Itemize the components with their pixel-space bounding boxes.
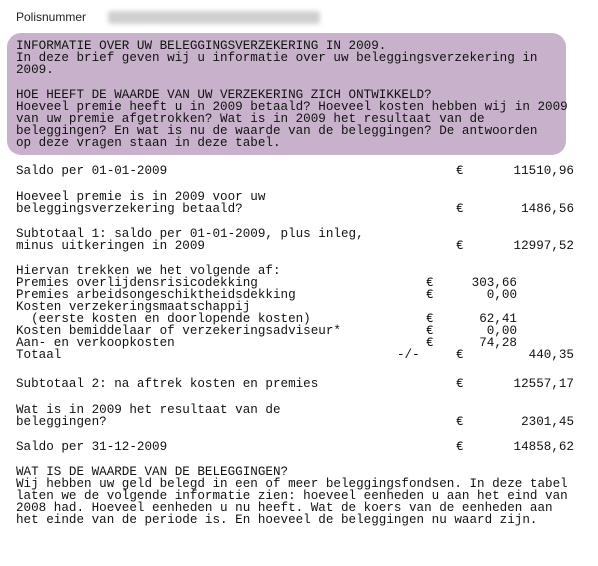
kosten-heading: Hiervan trekken we het volgende af:	[16, 264, 281, 278]
currency-sign: €	[426, 324, 434, 338]
kosten-label: Premies overlijdensrisicodekking	[16, 276, 258, 290]
intro-heading: INFORMATIE OVER UW BELEGGINGSVERZEKERING IN 2009.	[16, 39, 387, 53]
footer-line: laten we de volgende informatie zien: hoeveel eenheden u aan het eind van	[16, 489, 568, 503]
premie-label-line: beleggingsverzekering betaald?	[16, 202, 243, 216]
resultaat-value: 2301,45	[521, 415, 574, 429]
footer-line: Wij hebben uw geld belegd in een of meer beleggingsfondsen. In deze tabel	[16, 477, 568, 491]
subtotaal2-label: Subtotaal 2: na aftrek kosten en premies	[16, 377, 319, 391]
currency-sign: €	[456, 239, 464, 253]
footer-line: 2008 had. Hoeveel eenheden u nu heeft. Wat de koers van de eenheden aan	[16, 501, 553, 515]
currency-sign: €	[426, 312, 434, 326]
kosten-value: 0,00	[486, 324, 517, 338]
kosten-label: Premies arbeidsongeschiktheidsdekking	[16, 288, 296, 302]
resultaat-label-line: Wat is in 2009 het resultaat van de	[16, 403, 281, 417]
currency-sign: €	[426, 336, 434, 350]
subtotaal1-label-line: minus uitkeringen in 2009	[16, 239, 205, 253]
intro-question-line: van uw premie afgetrokken? Wat is in 2009 het resultaat van de	[16, 112, 485, 126]
policy-number-redacted	[108, 11, 320, 24]
intro-question-line: Hoeveel premie heeft u in 2009 betaald? Hoeveel kosten hebben wij in 2009	[16, 100, 568, 114]
intro-question-line: beleggingen? En wat is nu de waarde van de beleggingen? De antwoorden	[16, 124, 538, 138]
currency-sign: €	[456, 440, 464, 454]
kosten-label: Kosten verzekeringsmaatschappij	[16, 300, 251, 314]
saldo-end-value: 14858,62	[513, 440, 574, 454]
premie-label-line: Hoeveel premie is in 2009 voor uw	[16, 190, 266, 204]
subtotaal2-value: 12557,17	[513, 377, 574, 391]
currency-sign: €	[456, 164, 464, 178]
subtotaal1-label-line: Subtotaal 1: saldo per 01-01-2009, plus inleg,	[16, 227, 364, 241]
currency-sign: €	[456, 377, 464, 391]
saldo-end-label: Saldo per 31-12-2009	[16, 440, 168, 454]
kosten-value: 74,28	[479, 336, 517, 350]
totaal-label: Totaal	[16, 348, 62, 362]
kosten-label: (eerste kosten en doorlopende kosten)	[16, 312, 311, 326]
footer-line: het einde van de periode is. En hoeveel de beleggingen nu waard zijn.	[16, 513, 538, 527]
footer-heading: WAT IS DE WAARDE VAN DE BELEGGINGEN?	[16, 465, 289, 479]
intro-text-line: In deze brief geven wij u informatie over uw beleggingsverzekering in	[16, 51, 538, 65]
currency-sign: €	[426, 288, 434, 302]
saldo-start-label: Saldo per 01-01-2009	[16, 164, 168, 178]
saldo-start-value: 11510,96	[513, 164, 574, 178]
totaal-value: 440,35	[528, 348, 574, 362]
kosten-label: Aan- en verkoopkosten	[16, 336, 175, 350]
kosten-value: 62,41	[479, 312, 517, 326]
intro-question-heading: HOE HEEFT DE WAARDE VAN UW VERZEKERING ZICH ONTWIKKELD?	[16, 88, 432, 102]
currency-sign: €	[456, 202, 464, 216]
intro-text-line: 2009.	[16, 63, 54, 77]
resultaat-label-line: beleggingen?	[16, 415, 107, 429]
policy-number-label: Polisnummer	[16, 10, 87, 24]
premie-value: 1486,56	[521, 202, 574, 216]
kosten-value: 303,66	[471, 276, 517, 290]
kosten-value: 0,00	[486, 288, 517, 302]
kosten-label: Kosten bemiddelaar of verzekeringsadviseur*	[16, 324, 341, 338]
currency-sign: €	[456, 348, 464, 362]
subtotaal1-value: 12997,52	[513, 239, 574, 253]
intro-question-line: op deze vragen staan in deze tabel.	[16, 136, 281, 150]
currency-sign: €	[426, 276, 434, 290]
totaal-sign: -/-	[397, 348, 420, 362]
currency-sign: €	[456, 415, 464, 429]
